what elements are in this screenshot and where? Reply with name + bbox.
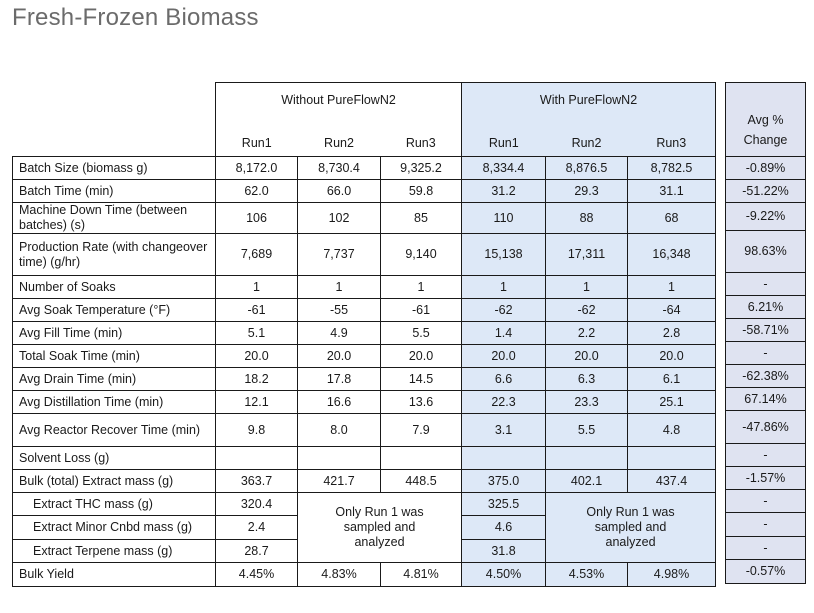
group-header-with: With PureFlowN2 (462, 83, 716, 135)
value-cell: 14.5 (381, 368, 462, 391)
value-cell: 13.6 (381, 391, 462, 414)
value-cell: 5.5 (381, 322, 462, 345)
avg-row (726, 180, 806, 203)
avg-row (726, 411, 806, 444)
value-cell: 25.1 (628, 391, 716, 414)
merged-note-without: Only Run 1 was sampled and analyzed (298, 493, 462, 563)
value-cell: 4.53% (546, 563, 628, 587)
sub-row-label: Extract THC mass (g) (13, 493, 216, 516)
value-cell: 17,311 (546, 234, 628, 276)
value-cell: 22.3 (462, 391, 546, 414)
avg-change-value: - (726, 273, 806, 296)
value-cell (298, 447, 381, 470)
value-cell: 1 (216, 276, 298, 299)
value-cell: -61 (216, 299, 298, 322)
value-cell: 28.7 (216, 540, 298, 563)
value-cell: 18.2 (216, 368, 298, 391)
value-cell (216, 447, 298, 470)
table-row (13, 157, 716, 180)
value-cell: 68 (628, 203, 716, 234)
avg-row (726, 467, 806, 490)
avg-change-value: - (726, 444, 806, 467)
comparison-table (12, 82, 716, 587)
row-label: Number of Soaks (13, 276, 216, 299)
value-cell: 363.7 (216, 470, 298, 493)
run-header: Run1 (462, 135, 546, 157)
value-cell: 8,172.0 (216, 157, 298, 180)
value-cell: 20.0 (546, 345, 628, 368)
avg-row (726, 203, 806, 231)
value-cell: 31.2 (462, 180, 546, 203)
value-cell: 7,737 (298, 234, 381, 276)
value-cell: 448.5 (381, 470, 462, 493)
value-cell: 17.8 (298, 368, 381, 391)
run-header: Run2 (546, 135, 628, 157)
value-cell: 2.8 (628, 322, 716, 345)
avg-row (726, 319, 806, 342)
value-cell: 8,730.4 (298, 157, 381, 180)
value-cell: 20.0 (628, 345, 716, 368)
avg-change-value: 6.21% (726, 296, 806, 319)
value-cell: 1 (462, 276, 546, 299)
value-cell: 1 (381, 276, 462, 299)
corner-cell (13, 83, 216, 135)
value-cell: 2.4 (216, 516, 298, 540)
value-cell: 20.0 (216, 345, 298, 368)
table-row (13, 276, 716, 299)
avg-change-value: - (726, 490, 806, 513)
value-cell: 6.6 (462, 368, 546, 391)
avg-row (726, 444, 806, 467)
value-cell: -64 (628, 299, 716, 322)
avg-change-value: -1.57% (726, 467, 806, 490)
avg-change-value: -58.71% (726, 319, 806, 342)
value-cell: 102 (298, 203, 381, 234)
value-cell: 6.3 (546, 368, 628, 391)
value-cell: 437.4 (628, 470, 716, 493)
avg-row (726, 273, 806, 296)
value-cell: 85 (381, 203, 462, 234)
table-row (13, 322, 716, 345)
row-label: Avg Distillation Time (min) (13, 391, 216, 414)
avg-change-value: 67.14% (726, 388, 806, 411)
sub-row-label: Extract Minor Cnbd mass (g) (13, 516, 216, 540)
value-cell (381, 447, 462, 470)
page-title: Fresh-Frozen Biomass (12, 4, 259, 31)
table-row (13, 203, 716, 234)
table-row (13, 447, 716, 470)
table-row (13, 180, 716, 203)
table-row (13, 345, 716, 368)
value-cell: -55 (298, 299, 381, 322)
value-cell: 16.6 (298, 391, 381, 414)
table-row (13, 234, 716, 276)
value-cell: 12.1 (216, 391, 298, 414)
avg-row (726, 388, 806, 411)
avg-change-value: 98.63% (726, 231, 806, 273)
value-cell: 1.4 (462, 322, 546, 345)
value-cell: 20.0 (298, 345, 381, 368)
value-cell: 5.1 (216, 322, 298, 345)
value-cell: 7.9 (381, 414, 462, 447)
avg-row (726, 231, 806, 273)
avg-row (726, 560, 806, 584)
value-cell: 1 (628, 276, 716, 299)
avg-row (726, 157, 806, 180)
yield-row (13, 563, 716, 587)
value-cell: 8,334.4 (462, 157, 546, 180)
row-label: Total Soak Time (min) (13, 345, 216, 368)
row-label: Bulk Yield (13, 563, 216, 587)
merged-note-with: Only Run 1 was sampled and analyzed (546, 493, 716, 563)
avg-change-header: Avg % Change (726, 83, 806, 157)
avg-row (726, 365, 806, 388)
table-row (13, 368, 716, 391)
row-label: Avg Drain Time (min) (13, 368, 216, 391)
row-label: Production Rate (with changeover time) (g/hr) (13, 234, 216, 276)
value-cell: 31.8 (462, 540, 546, 563)
avg-row (726, 342, 806, 365)
value-cell: 4.9 (298, 322, 381, 345)
value-cell: 5.5 (546, 414, 628, 447)
value-cell: 66.0 (298, 180, 381, 203)
run-header: Run3 (381, 135, 462, 157)
run-header: Run3 (628, 135, 716, 157)
value-cell: 4.50% (462, 563, 546, 587)
table-row (13, 299, 716, 322)
table-row (13, 414, 716, 447)
value-cell: 8,876.5 (546, 157, 628, 180)
value-cell: 325.5 (462, 493, 546, 516)
value-cell: 23.3 (546, 391, 628, 414)
value-cell: -61 (381, 299, 462, 322)
value-cell: 29.3 (546, 180, 628, 203)
row-label: Machine Down Time (between batches) (s) (13, 203, 216, 234)
value-cell: 3.1 (462, 414, 546, 447)
value-cell: 110 (462, 203, 546, 234)
value-cell: 7,689 (216, 234, 298, 276)
sub-row (13, 493, 716, 516)
value-cell: 6.1 (628, 368, 716, 391)
value-cell: 4.81% (381, 563, 462, 587)
value-cell: 106 (216, 203, 298, 234)
avg-row (726, 537, 806, 560)
value-cell: 4.98% (628, 563, 716, 587)
avg-row (726, 296, 806, 319)
avg-change-value: -9.22% (726, 203, 806, 231)
value-cell: 320.4 (216, 493, 298, 516)
avg-change-value: -0.89% (726, 157, 806, 180)
avg-change-value: -47.86% (726, 411, 806, 444)
value-cell: 88 (546, 203, 628, 234)
run-header: Run2 (298, 135, 381, 157)
avg-row (726, 513, 806, 537)
value-cell: 15,138 (462, 234, 546, 276)
sub-row-label: Extract Terpene mass (g) (13, 540, 216, 563)
avg-change-value: -0.57% (726, 560, 806, 584)
value-cell: 375.0 (462, 470, 546, 493)
value-cell: -62 (546, 299, 628, 322)
row-label: Avg Soak Temperature (°F) (13, 299, 216, 322)
value-cell: 20.0 (462, 345, 546, 368)
value-cell: 20.0 (381, 345, 462, 368)
group-header-without: Without PureFlowN2 (216, 83, 462, 135)
value-cell: 9,325.2 (381, 157, 462, 180)
value-cell: -62 (462, 299, 546, 322)
value-cell: 9.8 (216, 414, 298, 447)
value-cell: 4.83% (298, 563, 381, 587)
table-row (13, 391, 716, 414)
value-cell (628, 447, 716, 470)
value-cell: 421.7 (298, 470, 381, 493)
avg-change-value: -51.22% (726, 180, 806, 203)
value-cell: 59.8 (381, 180, 462, 203)
avg-change-value: - (726, 537, 806, 560)
avg-change-value: - (726, 342, 806, 365)
value-cell: 1 (298, 276, 381, 299)
value-cell: 8,782.5 (628, 157, 716, 180)
row-label: Bulk (total) Extract mass (g) (13, 470, 216, 493)
avg-row (726, 490, 806, 513)
avg-change-table (725, 82, 806, 584)
value-cell: 31.1 (628, 180, 716, 203)
row-label: Batch Time (min) (13, 180, 216, 203)
value-cell: 4.6 (462, 516, 546, 540)
value-cell: 16,348 (628, 234, 716, 276)
corner-cell-lower (13, 135, 216, 157)
row-label: Solvent Loss (g) (13, 447, 216, 470)
value-cell: 8.0 (298, 414, 381, 447)
value-cell: 4.45% (216, 563, 298, 587)
value-cell (462, 447, 546, 470)
value-cell: 2.2 (546, 322, 628, 345)
value-cell: 62.0 (216, 180, 298, 203)
value-cell: 402.1 (546, 470, 628, 493)
row-label: Avg Reactor Recover Time (min) (13, 414, 216, 447)
run-header: Run1 (216, 135, 298, 157)
avg-change-value: - (726, 513, 806, 537)
row-label: Avg Fill Time (min) (13, 322, 216, 345)
row-label: Batch Size (biomass g) (13, 157, 216, 180)
value-cell: 1 (546, 276, 628, 299)
value-cell: 9,140 (381, 234, 462, 276)
value-cell: 4.8 (628, 414, 716, 447)
value-cell (546, 447, 628, 470)
avg-change-value: -62.38% (726, 365, 806, 388)
table-row (13, 470, 716, 493)
